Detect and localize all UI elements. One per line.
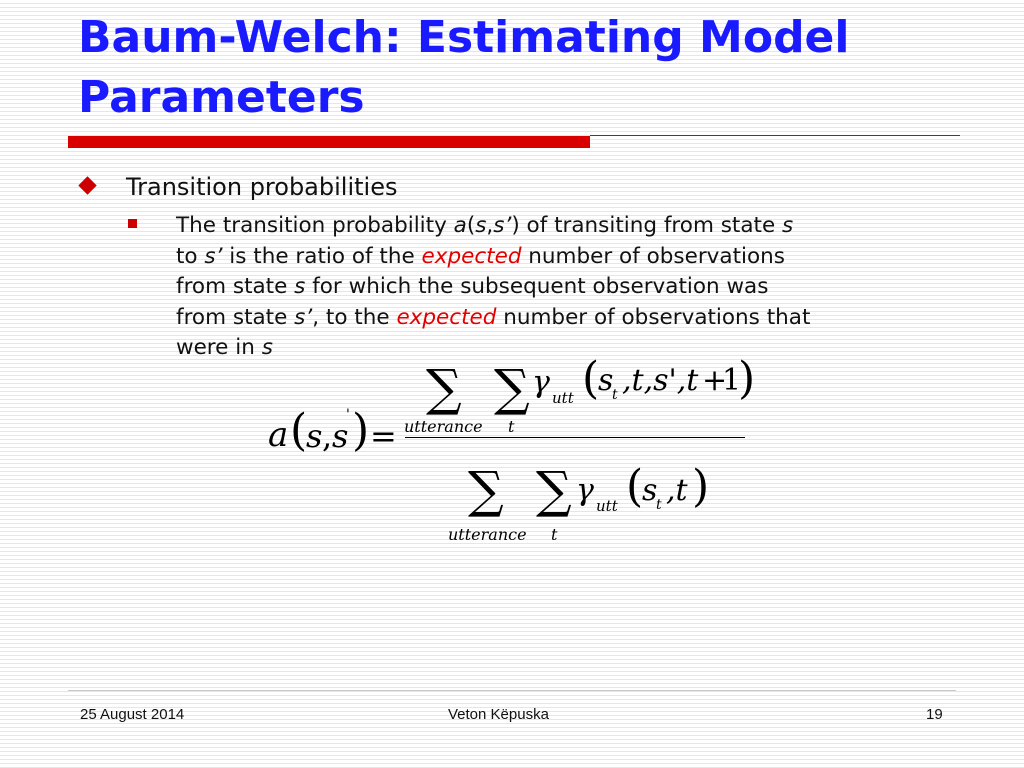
bullet-level2-line (176, 272, 956, 303)
slide-title: Baum-Welch: Estimating Model Parameters (78, 12, 850, 123)
eq-den-sub-utterance: utterance (448, 525, 527, 544)
bullet-level2-line (176, 303, 956, 334)
bullet-level2-segment: number of observations that (496, 304, 811, 330)
bullet-level2-line (176, 242, 956, 273)
eq-num-close: ) (738, 353, 756, 404)
eq-equals: = (370, 417, 397, 455)
bullet-level2-segment: s’ (204, 243, 223, 269)
transition-probability-equation (260, 355, 760, 555)
eq-den-gamma-sub: utt (596, 497, 618, 515)
eq-den-open: ( (626, 461, 644, 512)
eq-num-sub-utterance: utterance (404, 417, 483, 436)
eq-num-sum1: ∑ (426, 359, 462, 417)
eq-num-gamma: γ (532, 365, 550, 400)
bullet-level2-segment: s’ (493, 213, 512, 238)
eq-num-sum2: ∑ (494, 359, 530, 417)
eq-den-sum2: ∑ (536, 461, 572, 519)
eq-den-args: ,t (666, 473, 688, 508)
eq-den-close: ) (692, 461, 710, 512)
eq-lhs-s: s (306, 417, 323, 455)
eq-lhs-close: ) (352, 405, 370, 456)
eq-num-plus: + (702, 363, 728, 398)
bullet-level2-segment: ( (466, 213, 476, 238)
bullet-level1-text: Transition probabilities (126, 173, 398, 201)
footer-author: Veton Këpuska (448, 706, 549, 723)
bullet-level2-line (176, 211, 956, 242)
bullet-level2-segment: were in (176, 335, 262, 360)
eq-den-sub-t: t (551, 525, 558, 544)
diamond-bullet-icon (78, 176, 96, 194)
eq-num-open: ( (582, 353, 600, 404)
emphasis-text: expected (421, 243, 522, 269)
bullet-level2-segment: number of observations (521, 243, 785, 269)
bullet-level2-segment: , to the (312, 304, 397, 330)
eq-lhs-s2: s (332, 417, 349, 455)
bullet-level2-segment: to (176, 243, 205, 269)
bullet-level2-segment: s (782, 213, 794, 238)
emphasis-text: expected (396, 304, 497, 330)
eq-num-s: s (598, 363, 614, 398)
eq-lhs-open: ( (290, 405, 308, 456)
bullet-level2-segment: s’ (294, 304, 313, 330)
eq-lhs-comma: , (322, 417, 333, 455)
bullet-level2-text (176, 211, 956, 364)
bullet-level2-segment: s (475, 213, 487, 238)
eq-den-s: s (642, 473, 658, 508)
footer-page-number: 19 (926, 706, 943, 723)
bullet-level2-segment: ) of transiting from state (511, 213, 783, 238)
eq-lhs-a: a (268, 415, 289, 455)
bullet-level2-segment: is the ratio of the (222, 243, 422, 269)
eq-den-sum1: ∑ (468, 461, 504, 519)
bullet-level2-segment: s (261, 335, 273, 360)
eq-lhs-prime: ' (346, 407, 350, 423)
square-bullet-icon (128, 219, 137, 228)
bullet-level2-segment: The transition probability (176, 213, 454, 238)
bullet-level2-segment: from state (176, 304, 295, 330)
eq-num-gamma-sub: utt (552, 389, 574, 407)
eq-num-one: 1 (722, 363, 742, 398)
bullet-level2-segment: , (486, 213, 494, 238)
footer-date: 25 August 2014 (80, 706, 185, 723)
title-underline-thin (590, 135, 960, 136)
bullet-level2-segment: from state (176, 274, 295, 299)
eq-den-s-sub: t (656, 497, 662, 513)
bullet-level2-segment: s (294, 274, 306, 299)
eq-num-sub-t: t (508, 417, 515, 436)
fraction-bar (405, 437, 745, 438)
footer-divider (68, 690, 956, 691)
bullet-level2-segment: a (453, 213, 467, 238)
eq-num-args: ,t,s',t (622, 363, 699, 398)
bullet-level2-segment: for which the subsequent observation was (305, 274, 769, 299)
eq-den-gamma: γ (576, 473, 594, 508)
title-underline-thick (68, 136, 590, 148)
eq-num-s-sub: t (612, 387, 618, 403)
